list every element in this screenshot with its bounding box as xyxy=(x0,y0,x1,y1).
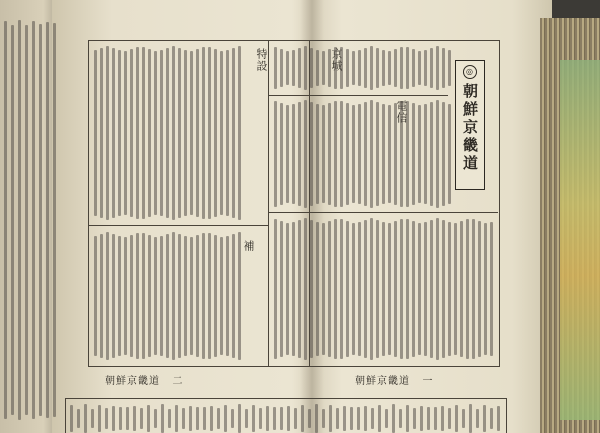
text-line xyxy=(304,218,307,360)
text-line xyxy=(298,48,301,88)
text-line xyxy=(18,20,21,420)
text-line xyxy=(334,101,337,207)
text-line xyxy=(301,405,304,432)
text-line xyxy=(430,220,433,358)
text-line xyxy=(286,51,289,85)
text-line xyxy=(112,406,115,431)
text-line xyxy=(406,101,409,207)
text-line xyxy=(388,51,391,85)
text-line xyxy=(370,46,373,90)
text-line xyxy=(448,408,451,429)
section-label-ho: 補 xyxy=(242,240,255,252)
text-line xyxy=(136,233,139,359)
text-line xyxy=(214,235,217,357)
section-divider xyxy=(268,40,269,365)
section-label-tokusetsu: 特設 xyxy=(255,48,268,72)
text-line xyxy=(418,51,421,85)
text-line xyxy=(189,406,192,431)
text-line xyxy=(304,100,307,208)
text-line xyxy=(394,49,397,87)
footer-left-text: 朝鮮京畿道 xyxy=(105,376,160,387)
text-line xyxy=(238,46,241,220)
text-line xyxy=(364,220,367,358)
text-line xyxy=(490,222,493,356)
text-line xyxy=(220,237,223,355)
text-line xyxy=(340,101,343,207)
text-line xyxy=(315,404,318,433)
text-line xyxy=(394,221,397,357)
folded-map-strip xyxy=(560,60,600,420)
text-line xyxy=(448,104,451,204)
text-line xyxy=(266,406,269,431)
text-line xyxy=(382,50,385,86)
text-line xyxy=(400,47,403,89)
text-line xyxy=(340,47,343,89)
text-line xyxy=(350,407,353,430)
footer-left-num: 二 xyxy=(172,376,184,387)
text-line xyxy=(91,409,94,428)
text-line xyxy=(434,407,437,430)
text-line xyxy=(46,22,49,418)
text-line xyxy=(142,47,145,219)
text-line xyxy=(329,405,332,432)
text-line xyxy=(294,408,297,429)
page-title: 朝鮮京畿道 xyxy=(461,83,479,173)
text-line xyxy=(460,221,463,357)
text-line xyxy=(168,409,171,428)
text-line xyxy=(154,409,157,428)
text-line xyxy=(308,409,311,428)
text-line xyxy=(346,221,349,357)
text-line xyxy=(462,409,465,428)
text-line xyxy=(112,48,115,218)
text-line xyxy=(376,220,379,358)
text-line xyxy=(334,47,337,89)
text-line xyxy=(274,101,277,207)
text-line xyxy=(442,48,445,88)
text-line xyxy=(232,48,235,218)
text-line xyxy=(436,218,439,360)
text-line xyxy=(100,234,103,358)
text-line xyxy=(466,219,469,359)
text-line xyxy=(172,46,175,220)
text-line xyxy=(133,406,136,431)
text-line xyxy=(94,236,97,356)
text-line xyxy=(208,233,211,359)
text-line xyxy=(412,49,415,87)
text-line xyxy=(39,24,42,416)
text-line xyxy=(424,104,427,204)
text-line xyxy=(274,219,277,359)
text-line xyxy=(424,50,427,86)
text-line xyxy=(280,103,283,205)
text-line xyxy=(148,49,151,217)
text-line xyxy=(436,100,439,208)
footer-left xyxy=(105,372,184,387)
text-line xyxy=(280,407,283,430)
text-line xyxy=(352,105,355,203)
text-line xyxy=(196,407,199,430)
text-line xyxy=(190,51,193,215)
text-line xyxy=(304,46,307,90)
text-line xyxy=(430,48,433,88)
text-line xyxy=(378,405,381,432)
text-line xyxy=(412,221,415,357)
text-line xyxy=(336,408,339,429)
text-line xyxy=(147,405,150,432)
text-line xyxy=(280,49,283,87)
text-line xyxy=(119,407,122,430)
text-line xyxy=(196,235,199,357)
text-line xyxy=(202,47,205,219)
text-line xyxy=(442,220,445,358)
text-line xyxy=(130,49,133,217)
text-line xyxy=(310,102,313,206)
footer-right-num: 一 xyxy=(422,376,434,387)
text-line xyxy=(166,48,169,218)
text-line xyxy=(124,237,127,355)
text-line xyxy=(160,50,163,216)
text-line xyxy=(25,25,28,415)
text-line xyxy=(340,219,343,359)
text-line xyxy=(497,406,500,431)
text-line xyxy=(175,405,178,432)
text-line xyxy=(292,50,295,86)
upper-rule-right xyxy=(268,95,448,96)
text-line xyxy=(476,409,479,428)
text-line xyxy=(490,408,493,429)
text-line xyxy=(346,49,349,87)
text-line xyxy=(106,46,109,220)
text-line xyxy=(106,232,109,360)
text-line xyxy=(441,406,444,431)
text-line xyxy=(252,405,255,432)
text-line xyxy=(142,233,145,359)
text-line xyxy=(220,51,223,215)
text-line xyxy=(182,408,185,429)
text-line xyxy=(172,232,175,360)
text-line xyxy=(53,23,56,417)
text-line xyxy=(382,222,385,356)
text-line xyxy=(316,222,319,356)
text-line xyxy=(232,234,235,358)
text-line xyxy=(370,218,373,360)
text-line xyxy=(203,407,206,430)
text-line xyxy=(161,404,164,433)
footer-right-text: 朝鮮京畿道 xyxy=(355,376,410,387)
text-line xyxy=(358,104,361,204)
text-line xyxy=(100,48,103,218)
text-line xyxy=(328,49,331,87)
text-line xyxy=(226,236,229,356)
text-line xyxy=(178,48,181,218)
text-line xyxy=(298,220,301,358)
text-line xyxy=(11,25,14,415)
text-line xyxy=(483,405,486,432)
text-line xyxy=(376,102,379,206)
text-line xyxy=(105,408,108,429)
text-line xyxy=(352,51,355,85)
text-line xyxy=(406,219,409,359)
text-line xyxy=(310,220,313,358)
text-line xyxy=(442,102,445,206)
text-line xyxy=(130,235,133,357)
text-line xyxy=(364,48,367,88)
seal-icon: ◎ xyxy=(463,65,477,79)
text-line xyxy=(238,232,241,360)
text-line xyxy=(245,409,248,428)
text-line xyxy=(343,406,346,431)
text-line xyxy=(406,47,409,89)
text-line xyxy=(399,409,402,428)
text-line xyxy=(231,409,234,428)
text-line xyxy=(202,233,205,359)
text-line xyxy=(322,105,325,203)
text-line xyxy=(394,103,397,205)
text-line xyxy=(454,223,457,355)
text-line xyxy=(126,407,129,430)
text-line xyxy=(140,408,143,429)
text-line xyxy=(478,221,481,357)
text-line xyxy=(292,222,295,356)
text-line xyxy=(322,51,325,85)
text-line xyxy=(420,406,423,431)
text-line xyxy=(400,101,403,207)
text-line xyxy=(322,409,325,428)
text-line xyxy=(385,409,388,428)
text-line xyxy=(448,222,451,356)
text-line xyxy=(388,223,391,355)
text-line xyxy=(469,404,472,433)
text-line xyxy=(184,50,187,216)
text-line xyxy=(358,50,361,86)
text-line xyxy=(94,50,97,216)
text-line xyxy=(364,406,367,431)
text-line xyxy=(210,406,213,431)
text-line xyxy=(364,102,367,206)
text-line xyxy=(412,103,415,205)
text-line xyxy=(226,50,229,216)
text-line xyxy=(84,404,87,433)
text-line xyxy=(154,51,157,215)
text-line xyxy=(413,408,416,429)
text-line xyxy=(310,48,313,88)
text-line xyxy=(184,236,187,356)
text-line xyxy=(238,404,241,433)
text-line xyxy=(358,222,361,356)
text-line xyxy=(154,237,157,355)
text-line xyxy=(448,50,451,86)
text-line xyxy=(370,100,373,208)
text-line xyxy=(273,407,276,430)
text-line xyxy=(166,234,169,358)
text-line xyxy=(392,404,395,433)
text-line xyxy=(292,104,295,204)
text-line xyxy=(118,50,121,216)
text-line xyxy=(436,46,439,90)
text-line xyxy=(424,222,427,356)
text-line xyxy=(286,223,289,355)
text-line xyxy=(224,405,227,432)
text-line xyxy=(346,103,349,205)
text-line xyxy=(217,408,220,429)
footer-right xyxy=(355,372,434,387)
text-line xyxy=(178,234,181,358)
text-line xyxy=(455,405,458,432)
text-line xyxy=(112,234,115,358)
text-line xyxy=(418,105,421,203)
text-line xyxy=(287,406,290,431)
text-line xyxy=(316,50,319,86)
text-line xyxy=(334,219,337,359)
text-line xyxy=(322,223,325,355)
text-line xyxy=(190,237,193,355)
mid-rule-right xyxy=(268,212,498,213)
text-line xyxy=(484,223,487,355)
text-line xyxy=(118,236,121,356)
text-line xyxy=(418,223,421,355)
text-line xyxy=(406,405,409,432)
text-line xyxy=(400,219,403,359)
prefecture-title-box xyxy=(455,60,485,190)
text-line xyxy=(274,47,277,89)
text-line xyxy=(136,47,139,219)
text-line xyxy=(352,223,355,355)
text-line xyxy=(357,407,360,430)
text-line xyxy=(98,405,101,432)
text-line xyxy=(280,221,283,357)
text-line xyxy=(160,236,163,356)
text-line xyxy=(316,104,319,204)
mid-rule-left xyxy=(88,225,268,226)
text-line xyxy=(259,408,262,429)
text-line xyxy=(472,219,475,359)
text-line xyxy=(286,105,289,203)
text-line xyxy=(4,21,7,419)
text-line xyxy=(376,48,379,88)
title-column xyxy=(463,65,477,173)
text-line xyxy=(382,104,385,204)
text-line xyxy=(427,407,430,430)
text-line xyxy=(208,47,211,219)
text-line xyxy=(371,408,374,429)
text-line xyxy=(328,103,331,205)
text-line xyxy=(77,409,80,428)
text-line xyxy=(214,49,217,217)
text-line xyxy=(32,21,35,419)
text-line xyxy=(388,105,391,203)
text-line xyxy=(70,405,73,432)
text-line xyxy=(124,51,127,215)
text-line xyxy=(148,235,151,357)
text-line xyxy=(430,102,433,206)
text-line xyxy=(298,102,301,206)
text-line xyxy=(196,49,199,217)
text-line xyxy=(328,221,331,357)
